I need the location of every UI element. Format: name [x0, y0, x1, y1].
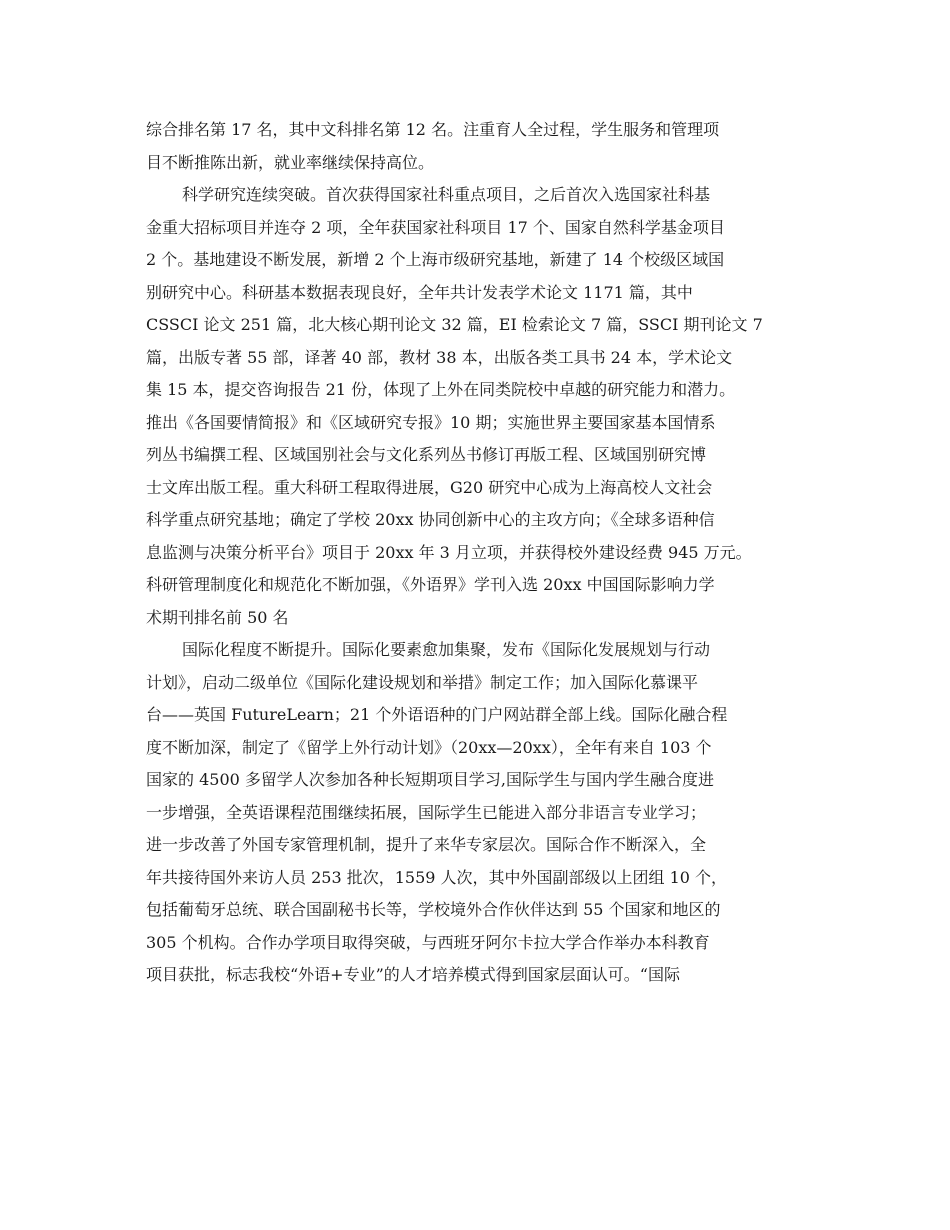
text-line: 度不断加深，制定了《留学上外行动计划》（20xx—20xx），全年有来自 103 个 [146, 737, 712, 757]
text-line: 国家的 4500 多留学人次参加各种长短期项目学习,国际学生与国内学生融合度进 [146, 770, 714, 789]
text-line: 包括葡萄牙总统、联合国副秘书长等，学校境外合作伙伴达到 55 个国家和地区的 [146, 900, 721, 919]
text-line: 篇，出版专著 55 部，译著 40 部，教材 38 本，出版各类工具书 24 本，学术论文 [146, 347, 733, 367]
text-line: 集 15 本，提交咨询报告 21 份，体现了上外在同类院校中卓越的研究能力和潜力。 [146, 380, 736, 399]
body-text [146, 114, 806, 992]
text-line: 项目获批，标志我校“外语+专业”的人才培养模式得到国家层面认可。“国际 [146, 965, 680, 984]
text-line: 科学重点研究基地；确定了学校 20xx 协同创新中心的主攻方向；《全球多语种信 [146, 510, 715, 529]
text-line: 息监测与决策分析平台》项目于 20xx 年 3 月立项，并获得校外建设经费 945 万元。 [146, 542, 752, 562]
text-line: 士文库出版工程。重大科研工程取得进展，G20 研究中心成为上海高校人文社会 [146, 477, 713, 497]
text-line: 国际化程度不断提升。国际化要素愈加集聚，发布《国际化发展规划与行动 [182, 640, 711, 659]
text-line: CSSCI 论文 251 篇，北大核心期刊论文 32 篇，EI 检索论文 7 篇，SSCI 期刊论文 7 [146, 315, 763, 334]
text-line: 科学研究连续突破。首次获得国家社科重点项目，之后首次入选国家社科基 [182, 185, 711, 204]
text-line: 推出《各国要情简报》和《区域研究专报》10 期；实施世界主要国家基本国情系 [146, 412, 716, 432]
text-line: 别研究中心。科研基本数据表现良好，全年共计发表学术论文 1171 篇，其中 [146, 282, 693, 302]
text-line: 进一步改善了外国专家管理机制，提升了来华专家层次。国际合作不断深入，全 [146, 835, 707, 854]
text-line: 2 个。基地建设不断发展，新增 2 个上海市级研究基地，新建了 14 个校级区域国 [146, 250, 725, 269]
text-line: 一步增强，全英语课程范围继续拓展，国际学生已能进入部分非语言专业学习； [146, 802, 707, 822]
text-line: 综合排名第 17 名，其中文科排名第 12 名。注重育人全过程，学生服务和管理项 [146, 120, 720, 139]
text-line: 目不断推陈出新，就业率继续保持高位。 [146, 152, 435, 172]
text-line: 台——英国 FutureLearn；21 个外语语种的门户网站群全部上线。国际化融合程 [146, 705, 728, 724]
text-line: 科研管理制度化和规范化不断加强，《外语界》学刊入选 20xx 中国国际影响力学 [146, 575, 715, 594]
text-line: 年共接待国外来访人员 253 批次，1559 人次，其中外国副部级以上团组 10 个， [146, 867, 728, 887]
text-line: 金重大招标项目并连夺 2 项，全年获国家社科项目 17 个、国家自然科学基金项目 [146, 217, 725, 237]
text-line: 305 个机构。合作办学项目取得突破，与西班牙阿尔卡拉大学合作举办本科教育 [146, 932, 710, 952]
text-line: 计划》，启动二级单位《国际化建设规划和举措》制定工作；加入国际化慕课平 [146, 672, 699, 692]
text-line: 列丛书编撰工程、区域国别社会与文化系列丛书修订再版工程、区域国别研究博 [146, 445, 707, 464]
text-line: 术期刊排名前 50 名 [146, 607, 289, 627]
